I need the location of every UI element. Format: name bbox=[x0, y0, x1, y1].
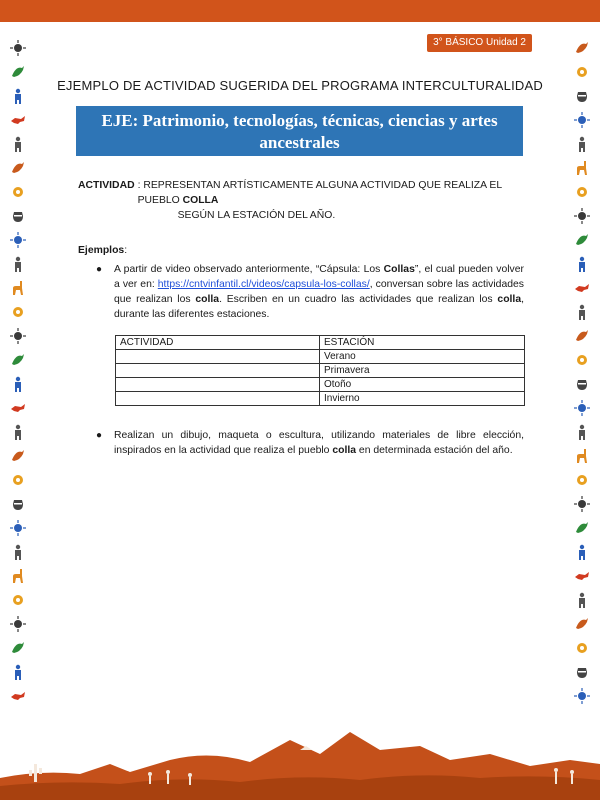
table-row bbox=[116, 392, 525, 406]
fox-icon bbox=[574, 280, 590, 296]
bird-icon bbox=[10, 352, 26, 368]
activity-label: ACTIVIDAD bbox=[78, 180, 135, 191]
llama-icon bbox=[10, 568, 26, 584]
video-link[interactable]: https://cntvinfantil.cl/videos/capsula-los-collas/ bbox=[157, 279, 370, 290]
bullet1-text-4: . Escriben en un cuadro las actividades que realizan los bbox=[219, 294, 498, 305]
sun-icon bbox=[574, 112, 590, 128]
table-header-cell: ACTIVIDAD bbox=[116, 336, 320, 350]
fox-icon bbox=[10, 112, 26, 128]
bird-icon bbox=[574, 232, 590, 248]
examples-label: Ejemplos bbox=[78, 245, 125, 256]
pot-icon bbox=[10, 208, 26, 224]
page-title: EJEMPLO DE ACTIVIDAD SUGERIDA DEL PROGRAMA INTERCULTURALIDAD bbox=[57, 78, 543, 93]
fox-icon bbox=[10, 400, 26, 416]
figure-icon bbox=[10, 424, 26, 440]
examples-section bbox=[78, 243, 524, 458]
figure-icon bbox=[574, 424, 590, 440]
table-cell-season: Otoño bbox=[320, 378, 525, 392]
table-header-row bbox=[116, 336, 525, 350]
flower-icon bbox=[574, 640, 590, 656]
bullet1-text-5: , durante las diferentes estaciones. bbox=[114, 294, 524, 320]
bullet1-text-3: , conversan sobre las actividades que realizan los bbox=[114, 279, 524, 305]
activity-text bbox=[135, 178, 524, 223]
activity-text-bold: COLLA bbox=[182, 195, 219, 206]
table-cell-activity[interactable] bbox=[116, 364, 320, 378]
table-row bbox=[116, 378, 525, 392]
bullet-icon: ● bbox=[96, 264, 103, 275]
example-bullet-2 bbox=[78, 428, 524, 458]
fox-icon bbox=[10, 688, 26, 704]
sun-icon bbox=[10, 328, 26, 344]
table-cell-activity[interactable] bbox=[116, 378, 320, 392]
bird-icon bbox=[574, 520, 590, 536]
table-cell-season: Invierno bbox=[320, 392, 525, 406]
figure-icon bbox=[574, 592, 590, 608]
pot-icon bbox=[10, 496, 26, 512]
sun-icon bbox=[10, 40, 26, 56]
example-bullet-1 bbox=[78, 262, 524, 322]
fox-icon bbox=[574, 568, 590, 584]
bird-icon bbox=[574, 616, 590, 632]
sun-icon bbox=[574, 208, 590, 224]
unit-badge: 3° BÁSICO Unidad 2 bbox=[427, 34, 532, 52]
flower-icon bbox=[574, 472, 590, 488]
bird-icon bbox=[10, 160, 26, 176]
figure-icon bbox=[574, 256, 590, 272]
pot-icon bbox=[574, 376, 590, 392]
bullet2-text-1: Realizan un dibujo, maqueta o escultura, utilizando materiales de libre elección, inspirados en la actividad que realiza el pueblo bbox=[114, 430, 524, 456]
llama-icon bbox=[574, 160, 590, 176]
bullet1-text-2: ”, el cual pueden volver a ver en: bbox=[114, 264, 524, 290]
table-header-cell: ESTACIÓN bbox=[320, 336, 525, 350]
bullet2-text-2: en determinada estación del año. bbox=[356, 445, 513, 456]
figure-icon bbox=[10, 136, 26, 152]
bird-icon bbox=[574, 328, 590, 344]
flower-icon bbox=[10, 472, 26, 488]
footer-landscape-illustration bbox=[0, 720, 600, 800]
table-cell-activity[interactable] bbox=[116, 350, 320, 364]
bullet2-bold-1: colla bbox=[332, 445, 357, 456]
document-body bbox=[78, 178, 524, 458]
figure-icon bbox=[10, 376, 26, 392]
flower-icon bbox=[574, 352, 590, 368]
bird-icon bbox=[10, 640, 26, 656]
sun-icon bbox=[10, 232, 26, 248]
bullet-icon: ● bbox=[96, 430, 103, 441]
pot-icon bbox=[574, 664, 590, 680]
eje-banner: EJE: Patrimonio, tecnologías, técnicas, ciencias y artes ancestrales bbox=[76, 106, 523, 156]
bullet1-bold-3: colla bbox=[497, 294, 522, 305]
bird-icon bbox=[574, 40, 590, 56]
table-row bbox=[116, 350, 525, 364]
figure-icon bbox=[574, 544, 590, 560]
figure-icon bbox=[10, 544, 26, 560]
flower-icon bbox=[10, 184, 26, 200]
sun-icon bbox=[10, 616, 26, 632]
right-border-decoration bbox=[568, 30, 596, 710]
llama-icon bbox=[10, 280, 26, 296]
flower-icon bbox=[574, 184, 590, 200]
examples-colon: : bbox=[124, 245, 128, 256]
sun-icon bbox=[574, 688, 590, 704]
sun-icon bbox=[574, 496, 590, 512]
left-border-decoration bbox=[4, 30, 32, 710]
table-cell-activity[interactable] bbox=[116, 392, 320, 406]
bullet1-bold-2: colla bbox=[195, 294, 220, 305]
figure-icon bbox=[10, 256, 26, 272]
activity-text-2: SEGÚN LA ESTACIÓN DEL AÑO. bbox=[177, 210, 336, 221]
llama-icon bbox=[574, 448, 590, 464]
flower-icon bbox=[10, 304, 26, 320]
bullet1-bold-1: Collas bbox=[383, 264, 415, 275]
sun-icon bbox=[574, 400, 590, 416]
table-cell-season: Primavera bbox=[320, 364, 525, 378]
bird-icon bbox=[10, 448, 26, 464]
sun-icon bbox=[10, 520, 26, 536]
activity-season-table bbox=[115, 335, 525, 406]
figure-icon bbox=[10, 664, 26, 680]
top-color-bar bbox=[0, 0, 600, 22]
table-row bbox=[116, 364, 525, 378]
figure-icon bbox=[574, 304, 590, 320]
activity-statement bbox=[78, 178, 524, 223]
flower-icon bbox=[10, 592, 26, 608]
activity-text-1: : REPRESENTAN ARTÍSTICAMENTE ALGUNA ACTIVIDAD QUE REALIZA EL PUEBLO bbox=[137, 180, 502, 206]
table-cell-season: Verano bbox=[320, 350, 525, 364]
figure-icon bbox=[574, 136, 590, 152]
bullet1-text-1: A partir de video observado anteriormente, “Cápsula: Los bbox=[114, 264, 384, 275]
